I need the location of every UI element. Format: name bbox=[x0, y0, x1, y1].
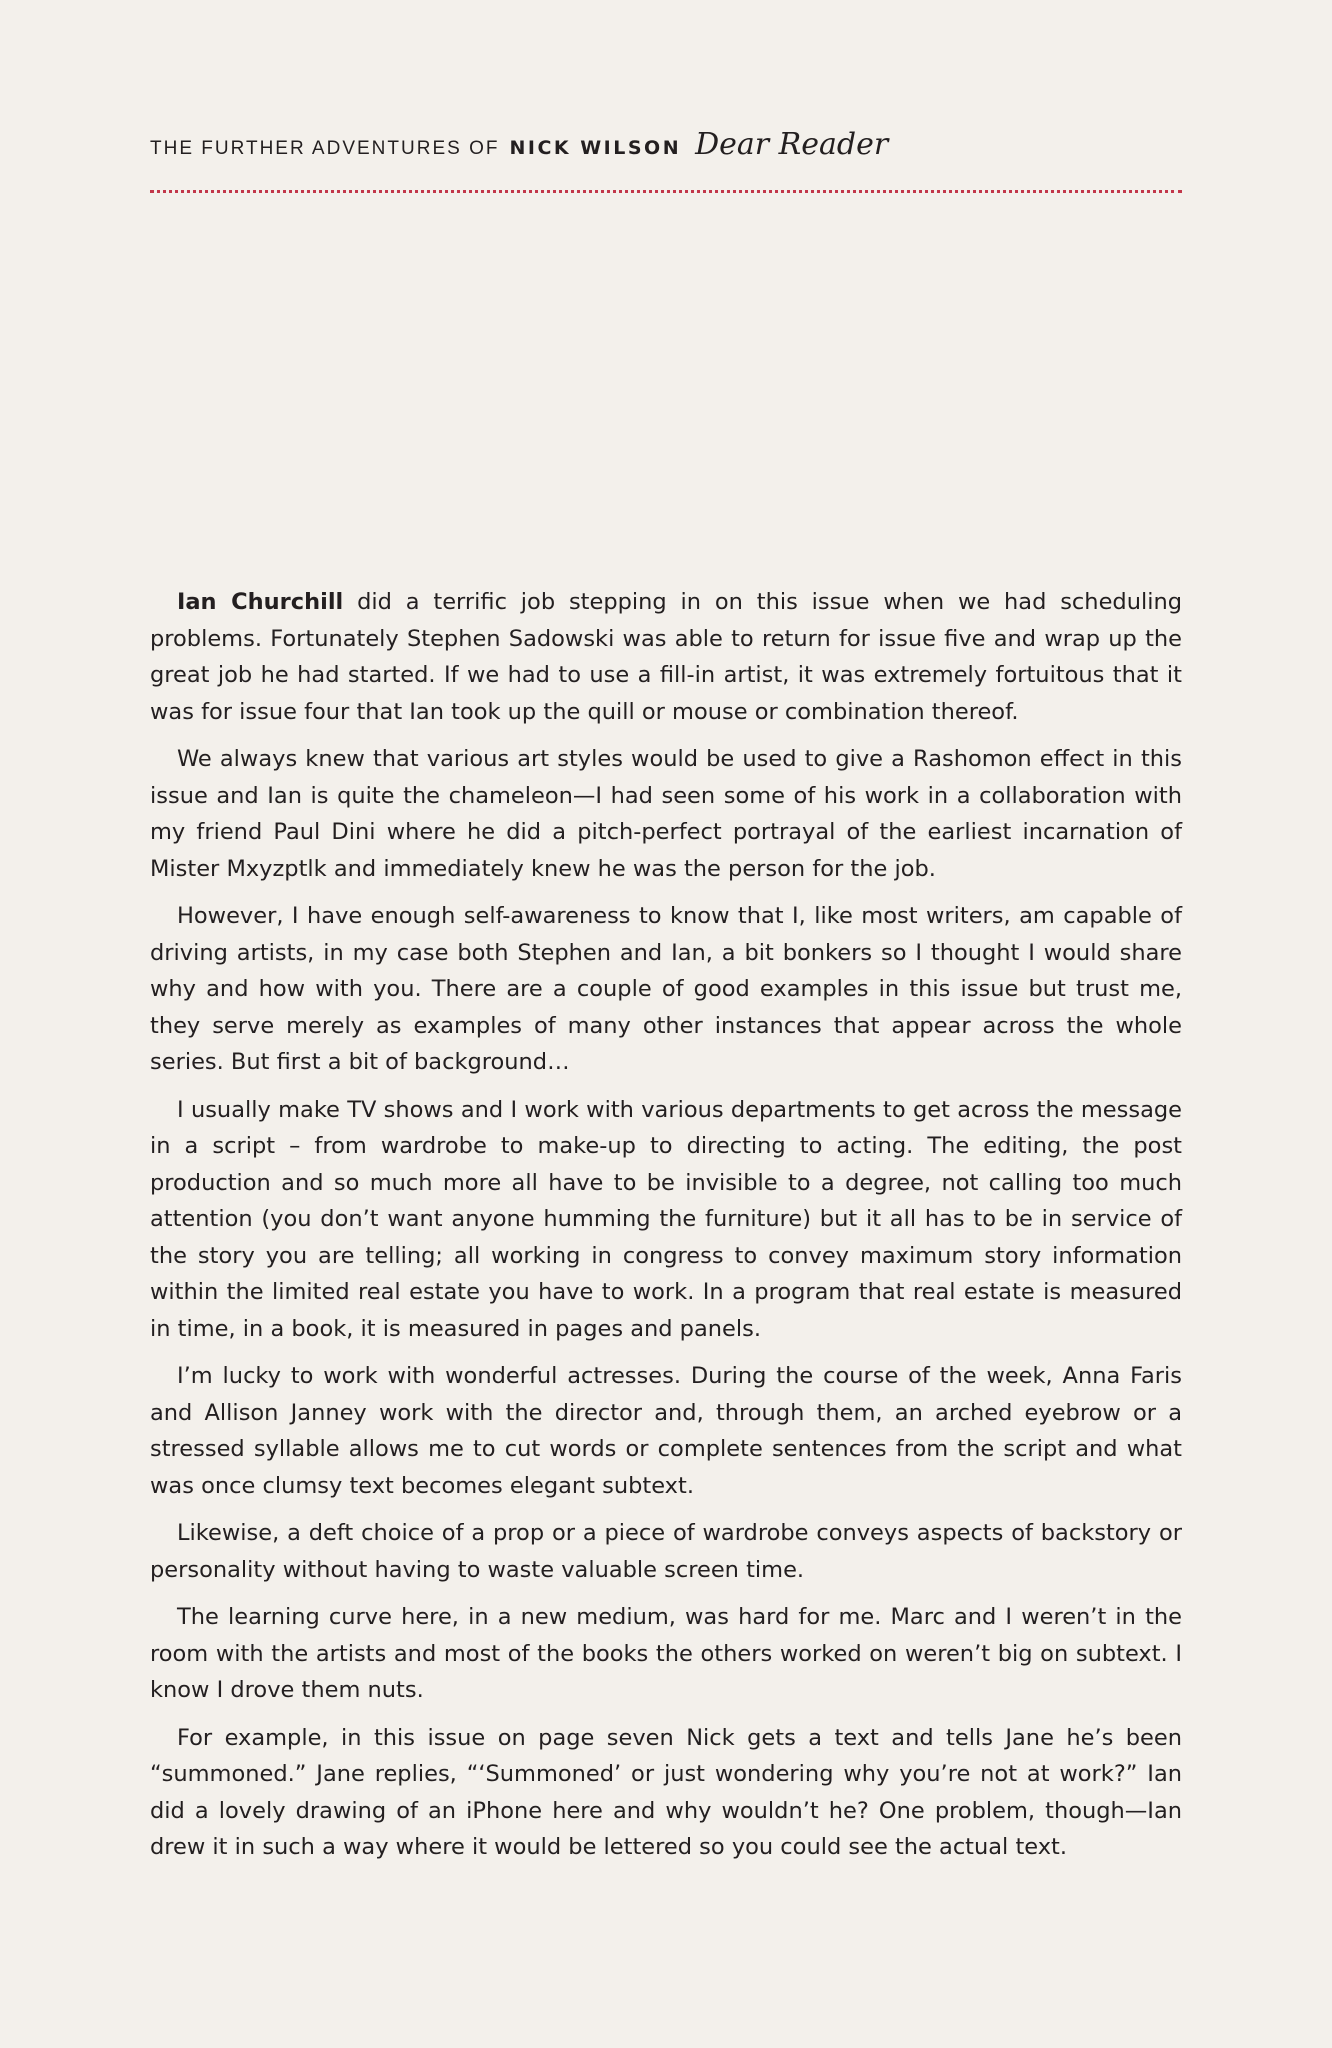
paragraph-2: We always knew that various art styles would be used to give a Rashomon effect in this issue and Ian is quite the chameleon—I had seen some of his work in a collaboration with my friend Paul Dini where he did a pitch-perfect portrayal of the earliest incarnation of Mister Mxyzptlk and immediately knew he was the person for the job. bbox=[150, 746, 1182, 882]
paragraph-1-text: did a terrific job stepping in on this issue when we had scheduling problems. Fortunately Stephen Sadowski was able to return for issue five and wrap up the great job he had started. If we had to use a fill-in artist, it was extremely fortuitous that it was for issue four that Ian took up the quill or mouse or combination thereof. bbox=[150, 589, 1182, 725]
dotted-divider bbox=[150, 190, 1182, 193]
paragraph-8: For example, in this issue on page seven Nick gets a text and tells Jane he’s been “summoned.” Jane replies, “‘Summoned’ or just wondering why you’re not at work?” Ian did a lovely drawing of an iPhone here and why wouldn’t he? One problem, though—Ian drew it in such a way where it would be lettered so you could see the actual text. bbox=[150, 1724, 1182, 1860]
paragraph-6: Likewise, a deft choice of a prop or a piece of wardrobe conveys aspects of backstory or personality without having to waste valuable screen time. bbox=[150, 1520, 1182, 1583]
section-title: Dear Reader bbox=[695, 127, 889, 162]
article-body bbox=[150, 584, 1182, 1877]
paragraph-4: I usually make TV shows and I work with various departments to get across the message in a script – from wardrobe to make-up to directing to acting. The editing, the post production and so much more all have to be invisible to a degree, not calling too much attention (you don’t want anyone humming the furniture) but it all has to be in service of the story you are telling; all working in congress to convey maximum story information within the limited real estate you have to work. In a program that real estate is measured in time, in a book, it is measured in pages and panels. bbox=[150, 1096, 1182, 1342]
paragraph-1 bbox=[150, 584, 1182, 730]
paragraph-5: I’m lucky to work with wonderful actresses. During the course of the week, Anna Faris and Allison Janney work with the director and, through them, an arched eyebrow or a stressed syllable allows me to cut words or complete sentences from the script and what was once clumsy text becomes elegant subtext. bbox=[150, 1363, 1182, 1499]
paragraph-3: However, I have enough self-awareness to know that I, like most writers, am capable of driving artists, in my case both Stephen and Ian, a bit bonkers so I thought I would share why and how with you. There are a couple of good examples in this issue but trust me, they serve merely as examples of many other instances that appear across the whole series. But first a bit of background… bbox=[150, 903, 1182, 1075]
running-header bbox=[150, 127, 1182, 167]
series-title: THE FURTHER ADVENTURES OF bbox=[150, 138, 500, 159]
lead-name: Ian Churchill bbox=[177, 589, 344, 615]
hero-name: NICK WILSON bbox=[509, 137, 682, 159]
paragraph-7: The learning curve here, in a new medium, was hard for me. Marc and I weren’t in the room with the artists and most of the books the others worked on weren’t big on subtext. I know I drove them nuts. bbox=[150, 1604, 1182, 1703]
